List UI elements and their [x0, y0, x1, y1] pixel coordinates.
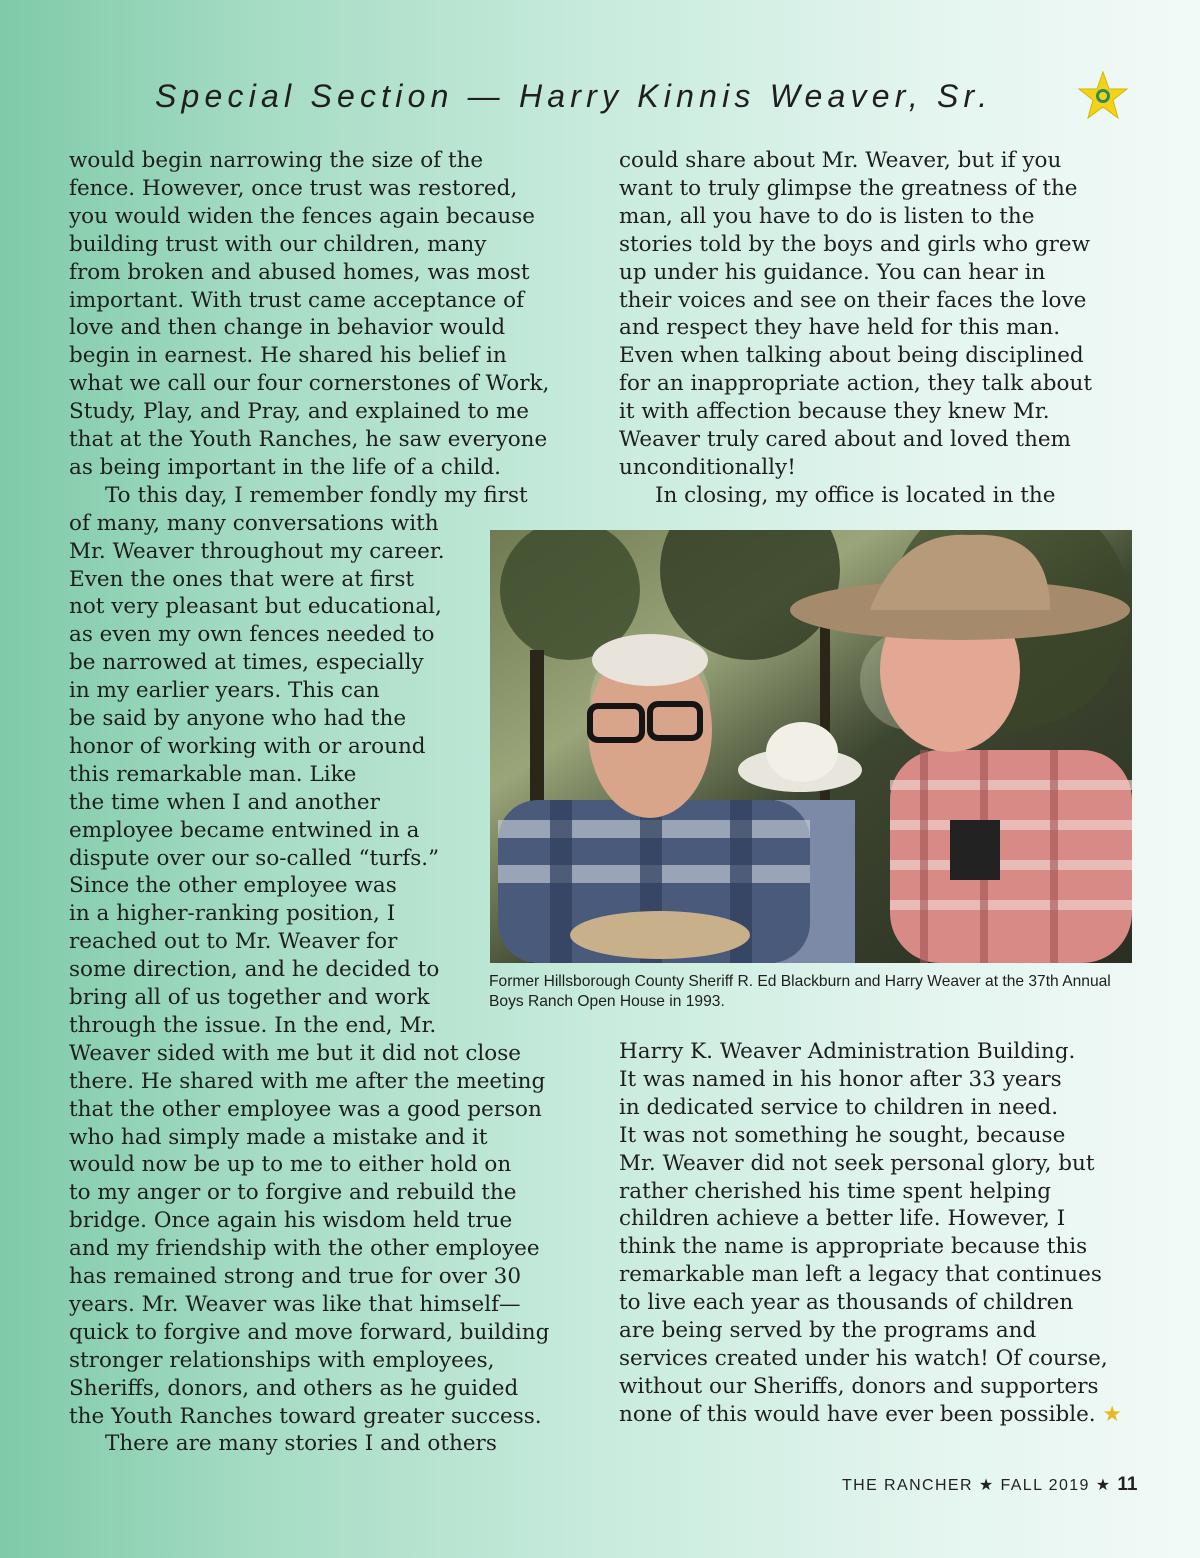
left-column-line: Weaver sided with me but it did not close — [69, 1040, 521, 1066]
left-column-line: what we call our four cornerstones of Work, — [69, 371, 550, 397]
footer-star-icon: ★ — [1095, 1477, 1112, 1494]
right-column-bottom-line: Harry K. Weaver Administration Building. — [619, 1039, 1076, 1064]
left-column-line: not very pleasant but educational, — [69, 594, 442, 620]
left-column-line: of many, many conversations with — [69, 510, 439, 536]
left-column-line: important. With trust came acceptance of — [69, 287, 525, 313]
right-column-top-line: for an inappropriate action, they talk about — [619, 371, 1092, 397]
page-number: 11 — [1117, 1474, 1138, 1495]
left-column-line: through the issue. In the end, Mr. — [69, 1012, 437, 1038]
left-column-line: begin in earnest. He shared his belief in — [69, 343, 507, 369]
right-column-bottom-line: It was not something he sought, because — [619, 1122, 1066, 1148]
left-column-line: fence. However, once trust was restored, — [69, 175, 518, 201]
right-column-top-line: unconditionally! — [619, 454, 796, 480]
right-column-bottom-line: in dedicated service to children in need. — [619, 1094, 1059, 1120]
right-column-bottom-line: services created under his watch! Of course, — [619, 1345, 1108, 1371]
left-column-line: Since the other employee was — [69, 873, 397, 899]
end-of-article-star-icon: ★ — [1095, 1401, 1122, 1427]
right-column-top-line: and respect they have held for this man. — [619, 315, 1061, 341]
right-column-top-line: up under his guidance. You can hear in — [619, 259, 1046, 285]
right-column-top-line: stories told by the boys and girls who grew — [619, 231, 1091, 257]
right-column-bottom-line: to live each year as thousands of children — [619, 1290, 1074, 1316]
event-photo — [490, 530, 1132, 963]
left-column-line: reached out to Mr. Weaver for — [69, 929, 398, 955]
right-column-top-line: want to truly glimpse the greatness of the — [619, 175, 1078, 201]
left-column-line: Even the ones that were at first — [69, 566, 414, 592]
left-column-line: as being important in the life of a child. — [69, 454, 502, 480]
left-column-line: some direction, and he decided to — [69, 957, 440, 983]
left-column-line: you would widen the fences again because — [69, 203, 535, 229]
right-column-bottom-line: think the name is appropriate because this — [619, 1234, 1088, 1260]
footer-star-icon: ★ — [978, 1477, 995, 1494]
left-column-line: the time when I and another — [69, 789, 380, 815]
left-column-line: this remarkable man. Like — [69, 761, 357, 787]
left-column-line: years. Mr. Weaver was like that himself— — [69, 1291, 521, 1317]
left-column-line: Mr. Weaver throughout my career. — [69, 538, 445, 564]
left-column-line: that the other employee was a good person — [69, 1096, 542, 1122]
left-column-line: honor of working with or around — [69, 733, 426, 759]
right-column-bottom-line: Mr. Weaver did not seek personal glory, but — [619, 1150, 1095, 1176]
right-column-top-line: Even when talking about being disciplined — [619, 343, 1084, 369]
left-column-line: Study, Play, and Pray, and explained to me — [69, 399, 529, 425]
left-column-line: who had simply made a mistake and it — [69, 1124, 488, 1150]
photo-caption: Former Hillsborough County Sheriff R. Ed Blackburn and Harry Weaver at the 37th Annual Boys Ranch Open House in 1993. — [489, 973, 1111, 1010]
page-footer — [842, 1474, 1137, 1496]
right-column-bottom-line: without our Sheriffs, donors and supporters — [619, 1373, 1099, 1399]
right-column-bottom-line: remarkable man left a legacy that continues — [619, 1262, 1102, 1288]
right-column-bottom-line: It was named in his honor after 33 years — [619, 1066, 1062, 1092]
left-column-line: stronger relationships with employees, — [69, 1347, 495, 1373]
left-column-line: in a higher-ranking position, I — [69, 901, 396, 927]
right-column-top-line: it with affection because they knew Mr. — [619, 399, 1050, 425]
section-header-title: Special Section — Harry Kinnis Weaver, Sr. — [155, 78, 993, 114]
left-column-line: has remained strong and true for over 30 — [69, 1264, 522, 1289]
right-column-top-line: In closing, my office is located in the — [655, 482, 1056, 508]
right-column-top-line: their voices and see on their faces the love — [619, 287, 1087, 313]
left-column-line: employee became entwined in a — [69, 817, 420, 843]
right-column-top-line: could share about Mr. Weaver, but if you — [619, 148, 1062, 173]
left-column-line: There are many stories I and others — [105, 1431, 497, 1457]
left-column-line: as even my own fences needed to — [69, 622, 435, 648]
left-column-line: bring all of us together and work — [69, 985, 430, 1010]
left-column-line: be said by anyone who had the — [69, 706, 407, 731]
footer-publication: THE RANCHER — [842, 1477, 973, 1494]
left-column-line: there. He shared with me after the meeting — [69, 1068, 546, 1094]
left-column-line: from broken and abused homes, was most — [69, 259, 530, 285]
left-column-line: would begin narrowing the size of the — [69, 148, 484, 173]
star-badge-icon — [1077, 70, 1129, 122]
left-column-line: quick to forgive and move forward, building — [69, 1319, 550, 1345]
right-column-bottom-line: children achieve a better life. However, I — [619, 1206, 1066, 1232]
right-column-bottom-line: none of this would have ever been possible. ★ — [619, 1401, 1122, 1427]
right-column-bottom-line: rather cherished his time spent helping — [619, 1178, 1051, 1204]
left-column-line: building trust with our children, many — [69, 231, 487, 257]
left-column-line: and my friendship with the other employee — [69, 1236, 540, 1262]
left-column-line: Sheriffs, donors, and others as he guided — [69, 1375, 519, 1401]
left-column-line: To this day, I remember fondly my first — [105, 482, 528, 508]
left-column-line: bridge. Once again his wisdom held true — [69, 1208, 513, 1234]
left-column-line: the Youth Ranches toward greater success. — [69, 1403, 542, 1429]
left-column-line: to my anger or to forgive and rebuild the — [69, 1180, 517, 1206]
left-column-line: be narrowed at times, especially — [69, 650, 424, 676]
left-column-line: dispute over our so-called “turfs.” — [69, 845, 440, 871]
left-column-line: would now be up to me to either hold on — [69, 1152, 512, 1178]
left-column-line: that at the Youth Ranches, he saw everyone — [69, 427, 548, 452]
footer-issue: FALL 2019 — [1000, 1477, 1090, 1494]
left-column-line: in my earlier years. This can — [69, 678, 380, 704]
photo-illustration — [490, 530, 1132, 963]
right-column-top-line: man, all you have to do is listen to the — [619, 203, 1035, 229]
right-column-top-line: Weaver truly cared about and loved them — [619, 427, 1071, 452]
left-column-line: love and then change in behavior would — [69, 315, 506, 341]
right-column-bottom-line: are being served by the programs and — [619, 1318, 1037, 1343]
